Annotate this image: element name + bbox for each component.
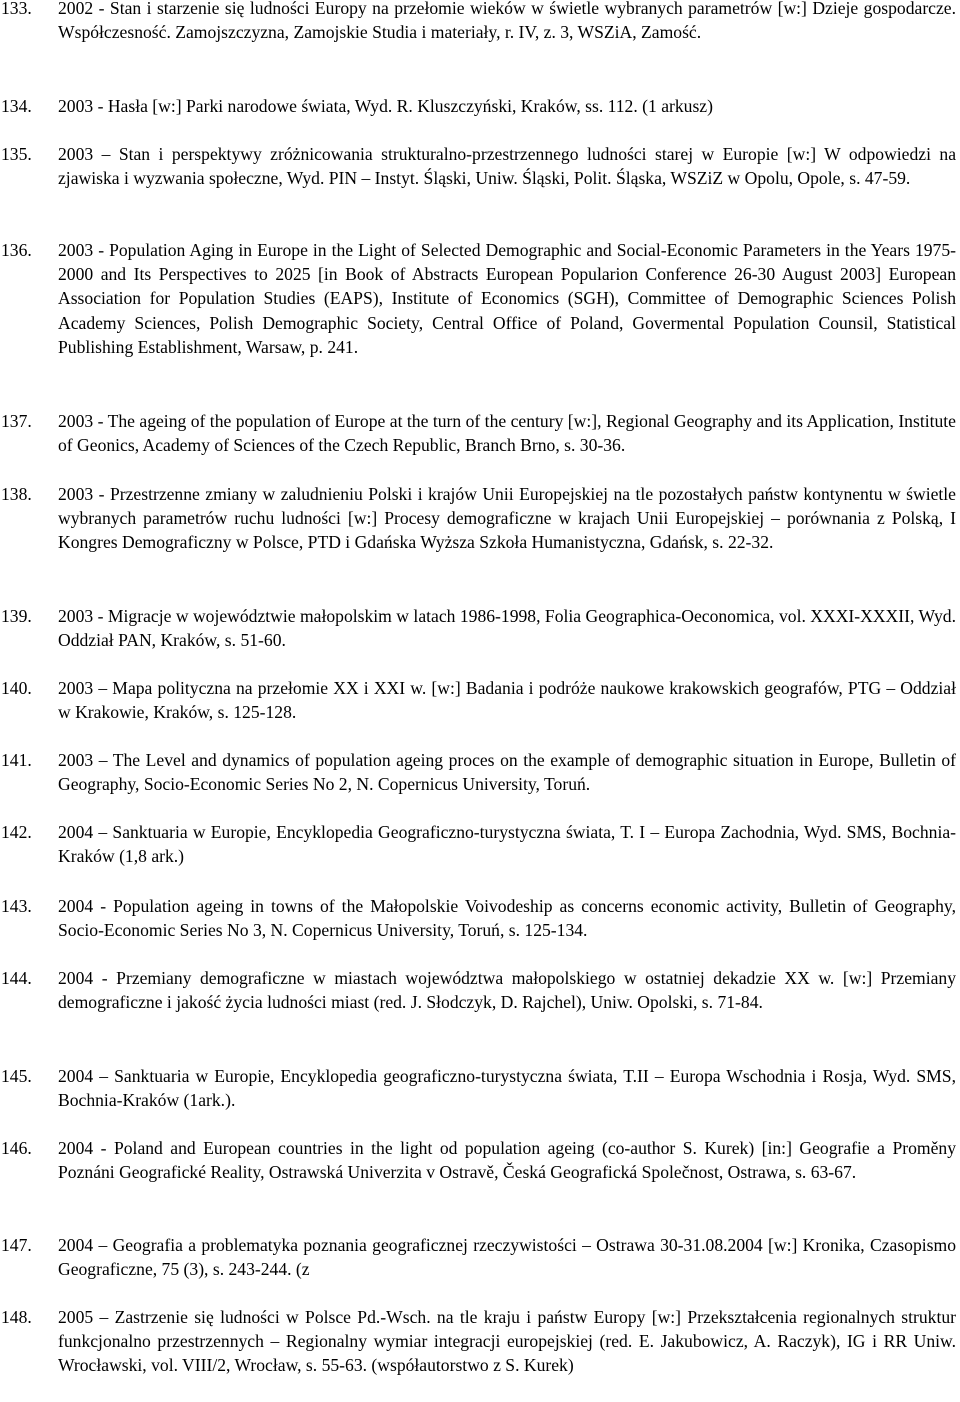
entry-number: 147. xyxy=(1,1235,32,1255)
entry-text: 2003 - Migracje w województwie małopolskim w latach 1986-1998, Folia Geographica-Oeconomica, vol. XXXI-XXXII, Wyd. Oddział PAN, Kraków, s. 51-60. xyxy=(58,606,956,651)
entry-number: 144. xyxy=(1,968,32,988)
entry-text: 2005 – Zastrzenie się ludności w Polsce Pd.-Wsch. na tle kraju i państw Europy [w:] Przekształcenia regionalnych struktur funkcjonalno przestrzennych – Regionalny wymiar integracji europejskiej (red. E. Jakubowicz, A. Raczyk), IG i RR Uniw. Wrocławski, vol. VIII/2, Wrocław, s. 55-63. (współautorstwo z S. Kurek) xyxy=(58,1307,956,1376)
entry-text: 2003 - The ageing of the population of Europe at the turn of the century [w:], Regional Geography and its Application, Institute of Geonics, Academy of Sciences of the Czech Republic, Branch Brno, s. 30-36. xyxy=(58,411,956,456)
entry-text: 2003 – Mapa polityczna na przełomie XX i XXI w. [w:] Badania i podróże naukowe krakowskich geografów, PTG – Oddział w Krakowie, Kraków, s. 125-128. xyxy=(58,678,956,723)
entry-number: 142. xyxy=(1,822,32,842)
entry-text: 2003 - Przestrzenne zmiany w zaludnieniu Polski i krajów Unii Europejskiej na tle pozostałych państw kontynentu w świetle wybranych parametrów ruchu ludności [w:] Procesy demograficzne w krajach Unii Europejskiej – porównania z Polską, I Kongres Demograficzny w Polsce, PTD i Gdańska Wyższa Szkoła Humanistyczna, Gdańsk, s. 22-32. xyxy=(58,484,956,553)
entry-text: 2004 – Sanktuaria w Europie, Encyklopedia Geograficzno-turystyczna świata, T. I – Europa Zachodnia, Wyd. SMS, Bochnia-Kraków (1,8 ark.) xyxy=(58,822,956,867)
entry-number: 136. xyxy=(1,240,32,260)
entry-text: 2004 - Poland and European countries in the light od population ageing (co-author S. Kurek) [in:] Geografie a Proměny Poznáni Geografické Reality, Ostrawská Univerzita v Ostravě, Česká Geografická Společnost, Ostrawa, s. 63-67. xyxy=(58,1138,956,1183)
entry-number: 137. xyxy=(1,411,32,431)
entry-text: 2004 – Geografia a problematyka poznania geograficznej rzeczywistości – Ostrawa 30-31.08.2004 [w:] Kronika, Czasopismo Geograficzne, 75 (3), s. 243-244. (z xyxy=(58,1235,956,1280)
entry-number: 133. xyxy=(1,0,32,18)
entry-number: 135. xyxy=(1,144,32,164)
entry-number: 148. xyxy=(1,1307,32,1327)
entry-text: 2003 - Hasła [w:] Parki narodowe świata, Wyd. R. Kluszczyński, Kraków, ss. 112. (1 arkusz) xyxy=(58,96,713,116)
entry-text: 2003 - Population Aging in Europe in the Light of Selected Demographic and Social-Economic Parameters in the Years 1975-2000 and Its Perspectives to 2025 [in Book of Abstracts European Popularion Conference 26-30 August 2003] European Association for Population Studies (EAPS), Institute of Economics (SGH), Committee of Demographic Sciences Polish Academy Sciences, Polish Demographic Society, Central Office of Poland, Govermental Population Counsil, Statistical Publishing Establishment, Warsaw, p. 241. xyxy=(58,240,956,357)
entry-number: 143. xyxy=(1,896,32,916)
entry-text: 2004 - Przemiany demograficzne w miastach województwa małopolskiego w ostatniej dekadzie XX w. [w:] Przemiany demograficzne i jakość życia ludności miast (red. J. Słodczyk, D. Rajchel), Uniw. Opolski, s. 71-84. xyxy=(58,968,956,1013)
entry-number: 140. xyxy=(1,678,32,698)
entry-text: 2002 - Stan i starzenie się ludności Europy na przełomie wieków w świetle wybranych parametrów [w:] Dzieje gospodarcze. Współczesność. Zamojszczyzna, Zamojskie Studia i materiały, r. IV, z. 3, WSZiA, Zamość. xyxy=(58,0,956,43)
entry-text: 2004 – Sanktuaria w Europie, Encyklopedia geograficzno-turystyczna świata, T.II – Europa Wschodnia i Rosja, Wyd. SMS, Bochnia-Kraków (1ark.). xyxy=(58,1066,956,1111)
entry-text: 2004 - Population ageing in towns of the Małopolskie Voivodeship as concerns economic activity, Bulletin of Geography, Socio-Economic Series No 3, N. Copernicus University, Toruń, s. 125-134. xyxy=(58,896,956,941)
entry-number: 145. xyxy=(1,1066,32,1086)
entry-text: 2003 – Stan i perspektywy zróżnicowania strukturalno-przestrzennego ludności starej w Europie [w:] W odpowiedzi na zjawiska i wyzwania społeczne, Wyd. PIN – Instyt. Śląski, Uniw. Śląski, Polit. Śląska, WSZiZ w Opolu, Opole, s. 47-59. xyxy=(58,144,956,189)
entry-number: 134. xyxy=(1,96,32,116)
entry-number: 146. xyxy=(1,1138,32,1158)
entry-text: 2003 – The Level and dynamics of population ageing proces on the example of demographic situation in Europe, Bulletin of Geography, Socio-Economic Series No 2, N. Copernicus University, Toruń. xyxy=(58,750,956,795)
entry-number: 138. xyxy=(1,484,32,504)
entry-number: 139. xyxy=(1,606,32,626)
entry-number: 141. xyxy=(1,750,32,770)
